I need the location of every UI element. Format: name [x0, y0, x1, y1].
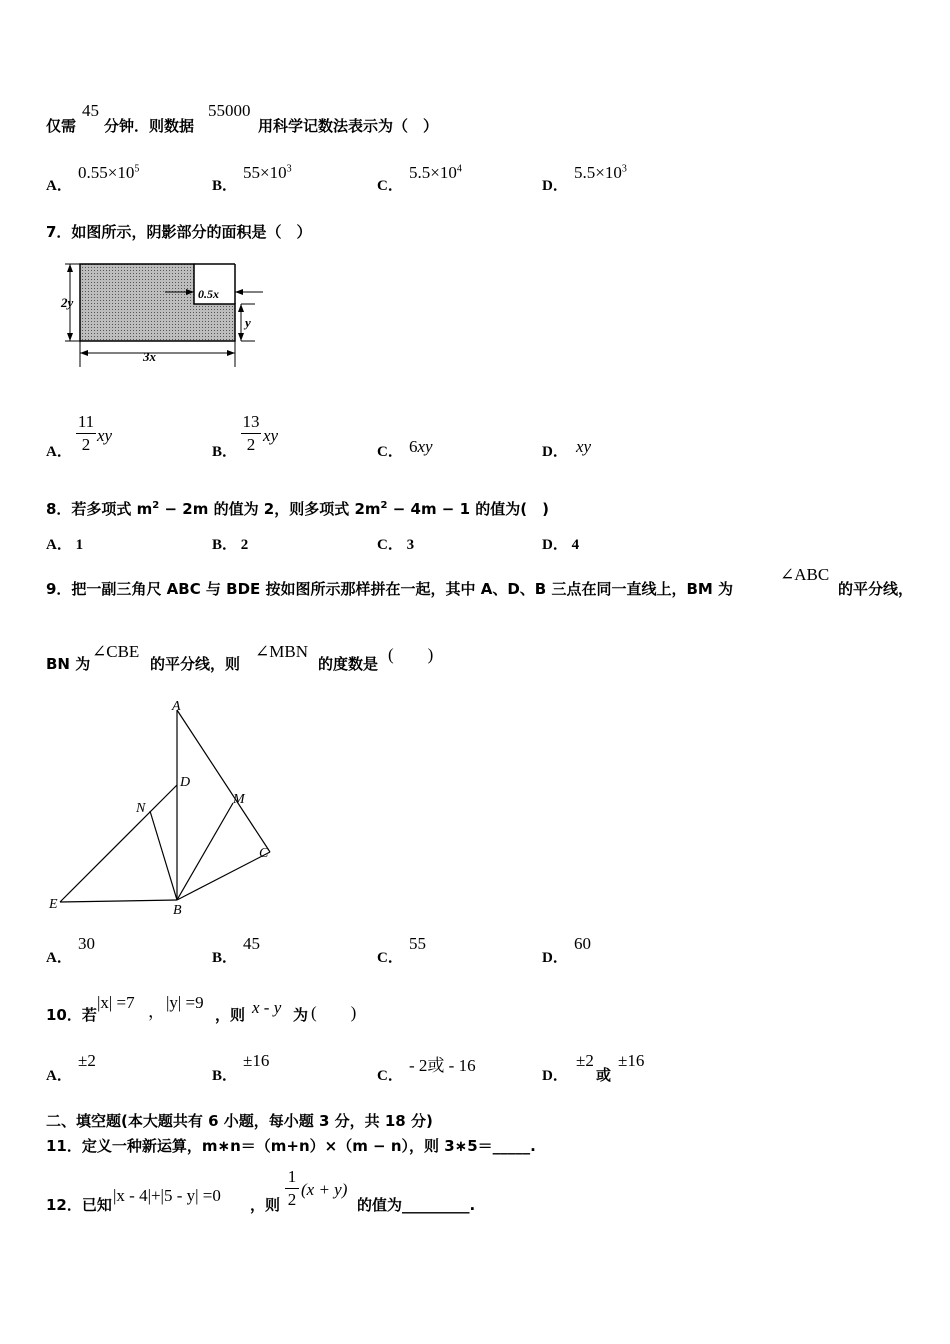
q12-expr1: |x - 4|+|5 - y| =0	[113, 1186, 221, 1205]
q6-option-c-value: $5.5\times 10^4$	[409, 163, 462, 182]
q7-option-a-var: xy	[97, 426, 113, 445]
q12-prefix: 12．已知	[46, 1196, 112, 1214]
q10-option-b-label: B．	[212, 1068, 238, 1084]
q10-prefix: 10．若	[46, 1006, 97, 1024]
label-e: E	[49, 897, 58, 912]
q9-figure	[40, 690, 290, 925]
q6-mid: 分钟．则数据	[104, 117, 195, 135]
q9-line1-end: 的平分线，	[838, 580, 914, 598]
q9-angle-mbn: ∠MBN	[255, 642, 308, 661]
q6-option-a-value: $0.55\times 10^5$	[78, 163, 140, 182]
dim-left-arrow-top	[67, 264, 73, 272]
q9-option-a-value: 30	[78, 934, 95, 953]
q9-option-d-value: 60	[574, 934, 591, 953]
q10-then: ，则	[215, 1006, 246, 1024]
q9-end: 的度数是	[318, 655, 379, 673]
q9-line1: 9．把一副三角尺 ABC 与 BDE 按如图所示那样拼在一起，其中 A、D、B 三点在同一直线上，BM 为	[46, 580, 734, 598]
q7-option-a-label: A．	[46, 444, 72, 460]
q10-option-d-or: 或	[596, 1066, 612, 1084]
q9-bn: BN 为	[46, 655, 91, 673]
q7-option-a-fraction: 11 2	[77, 412, 95, 454]
q12-expr2: (x + y)	[301, 1180, 348, 1199]
q10-option-b-value: ±16	[243, 1051, 270, 1070]
label-y: y	[245, 315, 251, 330]
q7-option-b-var: xy	[263, 426, 279, 445]
q10-option-d-value1: ±2	[576, 1051, 594, 1070]
q9-option-c-value: 55	[409, 934, 426, 953]
q8-stem: 8．若多项式 $m^2 - 2m$ 的值为 2，则多项式 $2m^2 - 4m - 1$ 的值为( )	[46, 500, 549, 518]
segment-ac	[177, 710, 270, 852]
dim-bottom-arrow-left	[80, 350, 88, 356]
dim-right-arrow-bottom	[238, 333, 244, 341]
label-3x: 3x	[143, 349, 156, 364]
q9-option-a-label: A．	[46, 950, 72, 966]
segment-bn	[150, 811, 177, 900]
q10-expr: x - y	[252, 998, 282, 1017]
q6-minutes: 45	[82, 101, 99, 120]
label-a: A	[172, 699, 181, 714]
q6-option-c-label: C．	[377, 178, 403, 194]
dim-left-arrow-bottom	[67, 333, 73, 341]
q10-option-c-value: - 2或 - 16	[409, 1056, 476, 1075]
q10-option-a-value: ±2	[78, 1051, 96, 1070]
q10-option-c-label: C．	[377, 1068, 403, 1084]
q6-prefix: 仅需	[46, 117, 77, 135]
section-heading: 二、填空题(本大题共有 6 小题，每小题 3 分，共 18 分)	[46, 1112, 433, 1130]
q10-wei: 为	[293, 1006, 309, 1024]
q9-option-d-label: D．	[542, 950, 568, 966]
label-b: B	[173, 903, 182, 918]
q9-angle-cbe: ∠CBE	[92, 642, 140, 661]
label-c: C	[259, 846, 269, 861]
q6-option-b-label: B．	[212, 178, 238, 194]
q9-angle-abc: ∠ABC	[780, 565, 830, 584]
q12-suffix: 的值为_________.	[357, 1196, 476, 1214]
q7-option-b-fraction: 13 2	[242, 412, 260, 454]
label-0-5x: 0.5x	[198, 287, 219, 301]
q10-option-d-label: D．	[542, 1068, 568, 1084]
q7-option-d-value: xy	[576, 437, 592, 456]
q7-option-c-label: C．	[377, 444, 403, 460]
q7-option-b-label: B．	[212, 444, 238, 460]
label-d: D	[180, 775, 191, 790]
q9-mid: 的平分线，则	[150, 655, 241, 673]
q12-then: ，则	[250, 1196, 281, 1214]
q11-text: 11．定义一种新运算，m∗n＝（m+n）×（m − n），则 3∗5＝_____.	[46, 1137, 536, 1155]
q6-number: 55000	[208, 101, 251, 120]
dim-inner-right-head	[235, 289, 243, 295]
q12-fraction: 1 2	[285, 1167, 299, 1210]
dim-bottom-arrow-right	[227, 350, 235, 356]
q6-option-d-value: $5.5\times 10^3$	[574, 163, 627, 182]
q7-figure	[55, 255, 275, 375]
q7-option-d-label: D．	[542, 444, 568, 460]
q6-option-b-value: $55\times 10^3$	[243, 163, 292, 182]
q7-title: 7．如图所示，阴影部分的面积是（ ）	[46, 223, 312, 241]
q10-option-a-label: A．	[46, 1068, 72, 1084]
q7-option-c-value: 6xy	[409, 437, 433, 456]
segment-eb	[60, 900, 177, 902]
dim-right-arrow-top	[238, 304, 244, 312]
q10-paren: ( )	[311, 1003, 357, 1022]
q10-cond1: |x| =7	[97, 993, 135, 1012]
q6-option-d-label: D．	[542, 178, 568, 194]
q10-cond2: |y| =9	[166, 993, 204, 1012]
q6-suffix: 用科学记数法表示为（ ）	[258, 117, 439, 135]
q8-option-c: C． 3	[377, 537, 415, 553]
q9-option-c-label: C．	[377, 950, 403, 966]
q9-option-b-value: 45	[243, 934, 260, 953]
shaded-region	[80, 264, 235, 341]
q9-option-b-label: B．	[212, 950, 238, 966]
label-2y: 2y	[61, 295, 74, 310]
label-n: N	[136, 801, 146, 816]
q10-option-d-value2: ±16	[618, 1051, 645, 1070]
q8-option-d: D． 4	[542, 537, 580, 553]
q8-option-b: B． 2	[212, 537, 249, 553]
q8-option-a: A． 1	[46, 537, 84, 553]
q10-sep: ，	[148, 1002, 165, 1021]
q6-option-a-label: A．	[46, 178, 72, 194]
q9-paren: ( )	[388, 645, 434, 664]
label-m: M	[233, 792, 245, 807]
